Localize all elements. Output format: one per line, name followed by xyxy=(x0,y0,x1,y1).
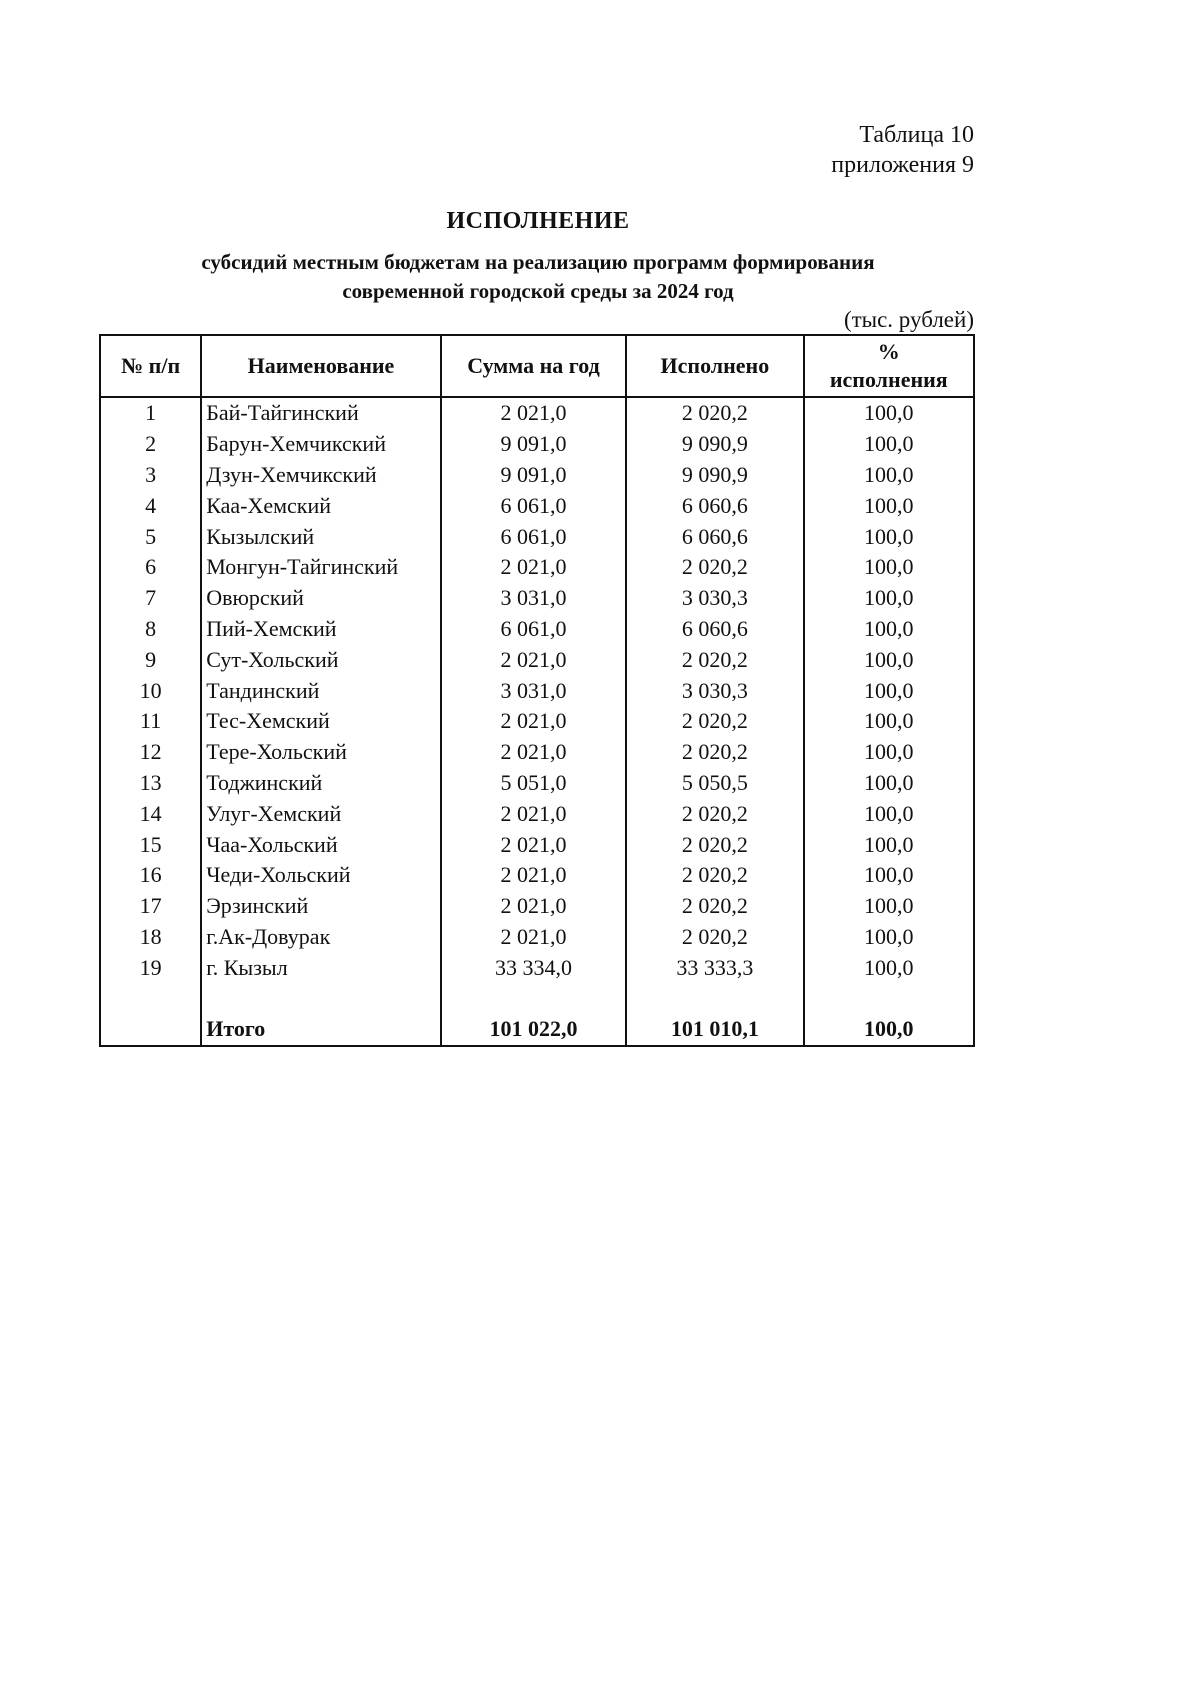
row-number-cell: 2 xyxy=(100,429,201,460)
row-annual-sum-cell: 2 021,0 xyxy=(441,706,626,737)
row-percent-cell: 100,0 xyxy=(804,521,974,552)
row-executed-cell: 5 050,5 xyxy=(626,768,803,799)
row-name-cell: Пий-Хемский xyxy=(201,614,441,645)
row-percent-cell: 100,0 xyxy=(804,675,974,706)
row-executed-cell: 2 020,2 xyxy=(626,891,803,922)
subtitle-line-2: современной городской среды за 2024 год xyxy=(342,279,734,303)
row-annual-sum-cell: 9 091,0 xyxy=(441,460,626,491)
table-row xyxy=(100,860,974,891)
table-body xyxy=(100,397,974,1046)
table-row xyxy=(100,768,974,799)
row-name-cell: Эрзинский xyxy=(201,891,441,922)
table-spacer-row xyxy=(100,983,974,1013)
column-header-name: Наименование xyxy=(201,335,441,397)
row-name-cell: Чеди-Хольский xyxy=(201,860,441,891)
row-number-cell: 16 xyxy=(100,860,201,891)
row-percent-cell: 100,0 xyxy=(804,460,974,491)
row-number-cell: 15 xyxy=(100,829,201,860)
row-number-cell: 9 xyxy=(100,644,201,675)
row-number-cell: 6 xyxy=(100,552,201,583)
column-header-number: № п/п xyxy=(100,335,201,397)
row-executed-cell: 2 020,2 xyxy=(626,798,803,829)
table-number: Таблица 10 xyxy=(859,122,974,148)
row-annual-sum-cell: 2 021,0 xyxy=(441,397,626,429)
row-percent-cell: 100,0 xyxy=(804,891,974,922)
table-row xyxy=(100,460,974,491)
row-executed-cell: 2 020,2 xyxy=(626,860,803,891)
row-number-cell: 4 xyxy=(100,490,201,521)
row-name-cell: Овюрский xyxy=(201,583,441,614)
table-row xyxy=(100,829,974,860)
table-row xyxy=(100,737,974,768)
row-number-cell: 17 xyxy=(100,891,201,922)
total-executed-cell: 101 010,1 xyxy=(626,1013,803,1046)
row-executed-cell: 9 090,9 xyxy=(626,429,803,460)
table-row xyxy=(100,644,974,675)
table-row xyxy=(100,552,974,583)
row-annual-sum-cell: 2 021,0 xyxy=(441,922,626,953)
row-name-cell: Тес-Хемский xyxy=(201,706,441,737)
column-header-executed: Исполнено xyxy=(626,335,803,397)
row-number-cell: 5 xyxy=(100,521,201,552)
total-annual-sum-cell: 101 022,0 xyxy=(441,1013,626,1046)
row-percent-cell: 100,0 xyxy=(804,552,974,583)
row-executed-cell: 6 060,6 xyxy=(626,614,803,645)
row-name-cell: Чаа-Хольский xyxy=(201,829,441,860)
row-name-cell: Тере-Хольский xyxy=(201,737,441,768)
table-row xyxy=(100,706,974,737)
table-row xyxy=(100,891,974,922)
row-name-cell: Барун-Хемчикский xyxy=(201,429,441,460)
row-executed-cell: 2 020,2 xyxy=(626,829,803,860)
row-percent-cell: 100,0 xyxy=(804,429,974,460)
total-number-cell xyxy=(100,1013,201,1046)
row-annual-sum-cell: 9 091,0 xyxy=(441,429,626,460)
execution-table xyxy=(99,334,975,1047)
row-name-cell: Дзун-Хемчикский xyxy=(201,460,441,491)
row-annual-sum-cell: 6 061,0 xyxy=(441,521,626,552)
column-header-annual-sum: Сумма на год xyxy=(441,335,626,397)
row-percent-cell: 100,0 xyxy=(804,737,974,768)
row-percent-cell: 100,0 xyxy=(804,860,974,891)
row-percent-cell: 100,0 xyxy=(804,644,974,675)
row-name-cell: Тоджинский xyxy=(201,768,441,799)
row-annual-sum-cell: 2 021,0 xyxy=(441,798,626,829)
row-annual-sum-cell: 6 061,0 xyxy=(441,614,626,645)
table-total-row xyxy=(100,1013,974,1046)
column-header-percent xyxy=(804,335,974,397)
row-annual-sum-cell: 2 021,0 xyxy=(441,737,626,768)
row-number-cell: 19 xyxy=(100,952,201,983)
table-row xyxy=(100,397,974,429)
row-name-cell: г.Ак-Довурак xyxy=(201,922,441,953)
row-name-cell: Бай-Тайгинский xyxy=(201,397,441,429)
row-name-cell: г. Кызыл xyxy=(201,952,441,983)
row-percent-cell: 100,0 xyxy=(804,952,974,983)
table-row xyxy=(100,490,974,521)
total-percent-cell: 100,0 xyxy=(804,1013,974,1046)
table-row xyxy=(100,798,974,829)
row-number-cell: 1 xyxy=(100,397,201,429)
table-header-row xyxy=(100,335,974,397)
row-executed-cell: 2 020,2 xyxy=(626,397,803,429)
row-executed-cell: 9 090,9 xyxy=(626,460,803,491)
row-executed-cell: 2 020,2 xyxy=(626,552,803,583)
row-annual-sum-cell: 3 031,0 xyxy=(441,675,626,706)
row-percent-cell: 100,0 xyxy=(804,706,974,737)
row-name-cell: Сут-Хольский xyxy=(201,644,441,675)
table-row xyxy=(100,521,974,552)
row-percent-cell: 100,0 xyxy=(804,583,974,614)
row-percent-cell: 100,0 xyxy=(804,397,974,429)
document-title: ИСПОЛНЕНИЕ xyxy=(446,208,630,234)
table-row xyxy=(100,952,974,983)
row-executed-cell: 3 030,3 xyxy=(626,675,803,706)
row-number-cell: 10 xyxy=(100,675,201,706)
row-number-cell: 8 xyxy=(100,614,201,645)
row-number-cell: 3 xyxy=(100,460,201,491)
row-annual-sum-cell: 3 031,0 xyxy=(441,583,626,614)
row-executed-cell: 33 333,3 xyxy=(626,952,803,983)
row-executed-cell: 2 020,2 xyxy=(626,737,803,768)
row-number-cell: 11 xyxy=(100,706,201,737)
row-executed-cell: 2 020,2 xyxy=(626,706,803,737)
row-annual-sum-cell: 33 334,0 xyxy=(441,952,626,983)
row-percent-cell: 100,0 xyxy=(804,922,974,953)
row-number-cell: 18 xyxy=(100,922,201,953)
table-row xyxy=(100,583,974,614)
row-name-cell: Каа-Хемский xyxy=(201,490,441,521)
row-name-cell: Тандинский xyxy=(201,675,441,706)
row-name-cell: Кызылский xyxy=(201,521,441,552)
row-percent-cell: 100,0 xyxy=(804,829,974,860)
row-executed-cell: 6 060,6 xyxy=(626,521,803,552)
row-number-cell: 7 xyxy=(100,583,201,614)
row-executed-cell: 6 060,6 xyxy=(626,490,803,521)
row-name-cell: Монгун-Тайгинский xyxy=(201,552,441,583)
table-reference xyxy=(831,120,974,180)
row-executed-cell: 3 030,3 xyxy=(626,583,803,614)
row-name-cell: Улуг-Хемский xyxy=(201,798,441,829)
subtitle-line-1: субсидий местным бюджетам на реализацию программ формирования xyxy=(201,250,875,274)
row-percent-cell: 100,0 xyxy=(804,490,974,521)
units-note: (тыс. рублей) xyxy=(843,307,974,332)
percent-symbol: % xyxy=(877,339,900,364)
row-annual-sum-cell: 2 021,0 xyxy=(441,829,626,860)
row-annual-sum-cell: 2 021,0 xyxy=(441,644,626,675)
total-label-cell: Итого xyxy=(201,1013,441,1046)
table-row xyxy=(100,429,974,460)
row-annual-sum-cell: 2 021,0 xyxy=(441,860,626,891)
appendix-number: приложения 9 xyxy=(831,152,974,178)
row-percent-cell: 100,0 xyxy=(804,798,974,829)
table-row xyxy=(100,675,974,706)
table-row xyxy=(100,614,974,645)
row-number-cell: 14 xyxy=(100,798,201,829)
row-number-cell: 13 xyxy=(100,768,201,799)
table-row xyxy=(100,922,974,953)
row-number-cell: 12 xyxy=(100,737,201,768)
row-annual-sum-cell: 5 051,0 xyxy=(441,768,626,799)
row-percent-cell: 100,0 xyxy=(804,768,974,799)
row-executed-cell: 2 020,2 xyxy=(626,644,803,675)
percent-label: исполнения xyxy=(829,367,948,392)
document-subtitle xyxy=(0,248,1076,306)
row-annual-sum-cell: 2 021,0 xyxy=(441,891,626,922)
row-percent-cell: 100,0 xyxy=(804,614,974,645)
row-annual-sum-cell: 6 061,0 xyxy=(441,490,626,521)
row-executed-cell: 2 020,2 xyxy=(626,922,803,953)
row-annual-sum-cell: 2 021,0 xyxy=(441,552,626,583)
